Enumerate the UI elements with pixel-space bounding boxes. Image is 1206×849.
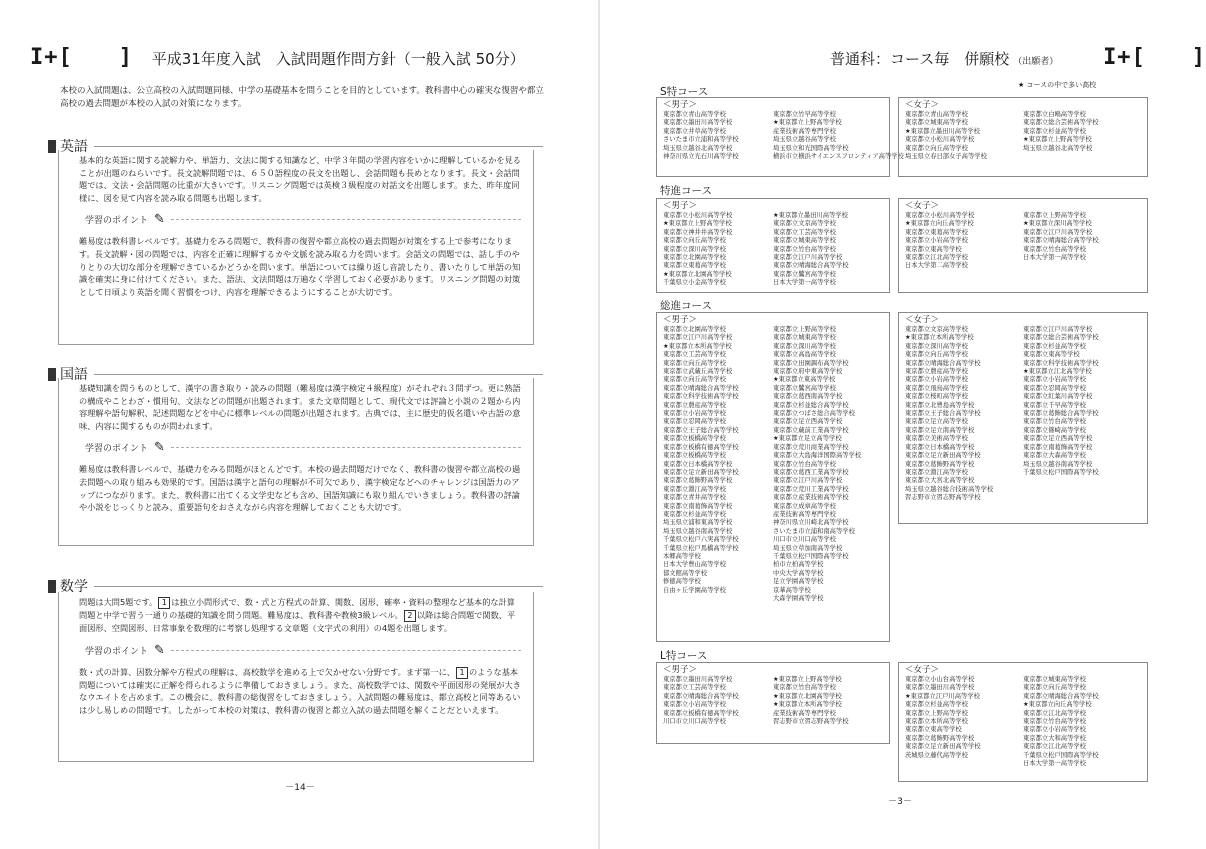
right-page-number: －3－ — [888, 797, 912, 807]
school-item: 東京都立蔵前工業高等学校 — [773, 426, 849, 434]
school-item: 東京都立大森高等学校 — [1023, 452, 1086, 460]
section-japanese-title: 国語 — [60, 367, 88, 383]
school-item: 東京都立南葛飾高等学校 — [663, 502, 733, 510]
school-item: 東京都立竹台高等学校 — [773, 684, 836, 692]
english-body: 基本的な英語に関する読解力や、単語力、文法に関する知識など、中学３年間の学習内容をいかに理解しているかを見ることが出題のねらいです。長文読解問題では、６５０語程度の長文を出題し、会話問題も長めとなります。長文・会話問題では、文法・会話問題の比重が大きいです。リスニング問題では英検３級程度の対話文を出題します。また、昨年度同様に、図を見て内容を読み取る問題も出題します。 — [79, 155, 521, 203]
school-item: ★東京都立北園高等学校 — [663, 270, 732, 278]
school-item: ★東京都立北園高等学校 — [773, 692, 842, 700]
school-item: 千葉県立松戸国際高等学校 — [773, 552, 849, 560]
school-item: 東京都立神井井高等学校 — [663, 228, 733, 236]
pencil-icon: ✎ — [154, 642, 165, 658]
school-item: 東京都立忍岡高等学校 — [1023, 384, 1086, 392]
math-point-heading — [85, 643, 521, 658]
school-item: 東京都立江戸川高等学校 — [663, 334, 733, 342]
school-item: ★東京都立向丘高等学校 — [1023, 701, 1092, 709]
school-item: 東京都立美術高等学校 — [905, 435, 968, 443]
school-item: 日本大学豊山高等学校 — [663, 561, 726, 569]
school-item: 産業技術高等専門学校 — [773, 127, 836, 135]
school-item: 自由ヶ丘学園高等学校 — [663, 586, 726, 594]
school-item: 東京都立杉並高等学校 — [905, 701, 968, 709]
pencil-icon: ✎ — [154, 212, 165, 228]
school-item: 東京都立上野高等学校 — [905, 709, 968, 717]
school-item: 東京都立東高等学校 — [905, 726, 962, 734]
school-item: 神奈川県立川崎北高等学校 — [773, 519, 849, 527]
school-item: ★東京都立本所高等学校 — [905, 334, 974, 342]
school-item: 東京都立葛飾総合高等学校 — [1023, 410, 1099, 418]
school-item: 東京都立足立高等学校 — [905, 418, 968, 426]
english-point: 難易度は教科書レベルです。基礎力をみる問題で、教科書の復習や都立高校の過去問題が対策をする上で参考になります。長文読解・図の問題では、内容を正確に理解するカや文脈を読み取る力を問います。会話文の問題では、話し手のやりとりの大切な部分を理解できているかどうかを問います。単語については繰り返し音読したり、書いたりして単語の知識を確実に身に付けてください。また、語法、文法問題は万遍なく学習しておく必要があります。リスニング問題の対策として日頃より英語を聞く習慣をつけ、内容を理解できるようにすることが大切です。 — [79, 236, 521, 297]
school-item: 東京都立荒川商業高等学校 — [773, 443, 849, 451]
school-item: 東京都立向丘高等学校 — [1023, 684, 1086, 692]
school-item: 日本大学第一高等学校 — [773, 279, 836, 287]
school-item: 東京都立小岩高等学校 — [663, 701, 726, 709]
course-title-soushin: 総進コース — [660, 300, 712, 312]
school-item: 習志野市立習志野高等学校 — [905, 494, 981, 502]
course-l-boys: ＜男子＞ 東京都立墨田川高等学校 東京都立工芸高等学校 東京都立晴海総合高等学校 東京都立小岩高等学校 東京都立板橋有徳高等学校 川口市立川口高等学校 ★東京都立上野高等学校 東京都立竹台高等学校 ★東京都立北園高等学校 ★東京都立本所高等学校 産業技術高等専門学校 習志野市立習志野高等学校 — [656, 662, 890, 744]
english-point-heading — [85, 212, 521, 227]
school-item: ★東京都立上野高等学校 — [1023, 136, 1092, 144]
school-item: ★東京都立本所高等学校 — [663, 342, 732, 350]
course-soushin-boys: ＜男子＞ 東京都立北園高等学校 東京都立江戸川高等学校 ★東京都立本所高等学校 東京都立工芸高等学校 東京都立向丘高等学校 東京都立武蔵丘高等学校 東京都立向丘高等学校 東京都立晴海総合高等学校 東京都立科学技術高等学校 東京都立農産高等学校 東京都立小岩高等学校 東京都立忍岡高等学校 東京都立王子総合高等学校 東京都立板橋高等学校 東京都立板橋有徳高等学校 東京都立板橋高等学校 東京都立日本橋高等学校 東京都立足立新田高等学校 東京都立葛飾野高等学校 東京都立淵江高等学校 東京都立青井高等学校 東京都立南葛飾高等学校 東京都立杉並高等学校 埼玉県立浦和東高等学校 埼玉県立越谷南高等学校 千葉県立松戸六実高等学校 千葉県立松戸馬橋高等学校 本郷高等学校 日本大学豊山高等学校 郁文館高等学校 修徳高等学校 自由ヶ丘学園高等学校 東京都立上野高等学校 東京都立城東高等学校 東京都立深川高等学校 東京都立高島高等学校 東京都立田園調布高等学校 東京都立府中東高等学校 ★東京都立東高等学校 東京都立鷺宮高等学校 東京都立葛西南高等学校 東京都立杉並総合高等学校 東京都立つばさ総合高等学校 東京都立足立西高等学校 東京都立蔵前工業高等学校 ★東京都立足立高等学校 東京都立荒川商業高等学校 東京都立大島海洋国際高等学校 東京都立竹台高等学校 東京都立葛西工業高等学校 東京都立江戸川高等学校 東京都立荒川工業高等学校 東京都立産業技術高等学校 東京都立成章高等学校 産業技術高等専門学校 神奈川県立川崎北高等学校 さいたま市立浦和南高等学校 川口市立川口高等学校 埼玉県立草加南高等学校 千葉県立松戸国際高等学校 柏市立柏高等学校 中央大学高等学校 足立学園高等学校 京華高等学校 大森学園高等学校 — [656, 312, 890, 642]
school-item: 東京都立晴海総合高等学校 — [663, 384, 739, 392]
school-item: 本郷高等学校 — [663, 552, 701, 560]
school-item: 千葉県立小金高等学校 — [663, 279, 726, 287]
section-marker-icon — [48, 368, 56, 381]
school-item: 茨城県立藤代高等学校 — [905, 751, 968, 759]
section-english-title: 英語 — [60, 139, 88, 155]
school-item: 東京都立足立南高等学校 — [905, 426, 975, 434]
school-item: 埼玉県立越谷北高等学校 — [663, 144, 733, 152]
school-item: 東京都立竹台高等学校 — [1023, 718, 1086, 726]
school-item: 東京都立杉並高等学校 — [663, 510, 726, 518]
school-item: 東京都立千早高等学校 — [1023, 401, 1086, 409]
school-item: 東京都立総合芸術高等学校 — [1023, 119, 1099, 127]
brand-logo: I+[ ] — [30, 45, 133, 70]
school-item: ★東京都立向丘高等学校 — [905, 220, 974, 228]
question-1-box: 1 — [158, 597, 170, 609]
school-item: 埼玉県立春日部女子高等学校 — [905, 153, 987, 161]
section-english-box — [58, 150, 534, 345]
school-item: 東京都立板橋高等学校 — [663, 435, 726, 443]
school-item: 東京都立深川高等学校 — [905, 342, 968, 350]
school-item: 東京都立本所高等学校 — [905, 718, 968, 726]
school-item: 東京都立科学技術高等学校 — [663, 393, 739, 401]
school-item: 埼玉県立浦和東高等学校 — [663, 519, 733, 527]
course-tokushin-girls: ＜女子＞ 東京都立小松川高等学校 ★東京都立向丘高等学校 東京都立東葛高等学校 東京都立小岩高等学校 東京都立東高等学校 東京都立江北高等学校 日本大学第二高等学校 東京都立上野高等学校 ★東京都立深川高等学校 東京都立江戸川高等学校 東京都立晴海総合高等学校 東京都立竹台高等学校 日本大学第一高等学校 — [898, 198, 1148, 293]
school-item: 東京都立田園調布高等学校 — [773, 359, 849, 367]
school-item: 東京都立文京高等学校 — [905, 326, 968, 333]
left-page-number: －14－ — [285, 783, 315, 793]
school-item: 埼玉県立越谷北高等学校 — [1023, 144, 1093, 152]
school-item: 東京都立足立新田高等学校 — [905, 743, 981, 751]
school-item: 東京都立深川高等学校 — [663, 245, 726, 253]
school-item: 東京都立墨田川高等学校 — [663, 676, 733, 683]
school-item: 東京都立府中東高等学校 — [773, 368, 843, 376]
school-item: 千葉県立松戸国際高等学校 — [1023, 751, 1099, 759]
school-item: 埼玉県立越谷総合技術高等学校 — [905, 485, 994, 493]
school-item: 東京都立向丘高等学校 — [663, 359, 726, 367]
school-item: 東京都立農産高等学校 — [663, 401, 726, 409]
course-title-s: S特コース — [660, 86, 709, 98]
school-item: 東京都立淵江高等学校 — [905, 468, 968, 476]
school-item: 埼玉県立和光国際高等学校 — [773, 144, 849, 152]
school-item: 東京都立工芸高等学校 — [773, 228, 836, 236]
school-item: 東京都立日本橋高等学校 — [663, 460, 733, 468]
left-page — [0, 0, 600, 849]
math-point: 数・式の計算、因数分解や方程式の理解は、高校数学を進める上で欠かせない分野です。まず第一に、 1 のような基本問題については確実に正解を得られるように準備しておきましょう。また、高校数学では、関数や平面図形の発展が大きなウエイトを占めます。この機会に、教科書の総復習をしておきましょう。入試問題の難易度は、都立高校と同等あるいは少し易しめの問題です。したがって本校の対策は、教科書の復習と都立入試の過去問題を解くことだといえます。 — [79, 666, 521, 715]
school-item: 東京都立竹台高等学校 — [773, 460, 836, 468]
section-math-box — [58, 592, 534, 762]
school-item: 東京都立深川高等学校 — [773, 342, 836, 350]
right-header — [830, 40, 1206, 71]
school-item: ★東京都立足立高等学校 — [773, 435, 842, 443]
school-item: 東京都立鷺宮高等学校 — [773, 270, 836, 278]
school-item: 東京都立城東高等学校 — [905, 119, 968, 127]
school-item: 東京都立足立西高等学校 — [1023, 435, 1093, 443]
school-item: 東京都立青山高等学校 — [663, 111, 726, 118]
school-item: 東京都立武蔵丘高等学校 — [663, 368, 733, 376]
school-item: 京華高等学校 — [773, 586, 811, 594]
school-item: 東京都立淵江高等学校 — [663, 485, 726, 493]
school-item: 東京都立晴海総合高等学校 — [663, 692, 739, 700]
school-item: ★東京都立深川高等学校 — [1023, 220, 1092, 228]
school-item: 産業技術高等専門学校 — [773, 709, 836, 717]
school-item: 東京都立杉並総合高等学校 — [773, 401, 849, 409]
school-item: 大森学園高等学校 — [773, 595, 824, 602]
school-item: 千葉県立松戸馬橋高等学校 — [663, 544, 739, 552]
intro-text: 本校の入試問題は、公立高校の入試問題同様、中学の基礎基本を問うことを目的としています。教科書中心の確実な復習や都立高校の過去問題が本校の入試の対策になります。 — [60, 86, 544, 109]
school-item: 埼玉県立越谷南高等学校 — [1023, 460, 1093, 468]
school-item: 東京都立鷺宮高等学校 — [773, 384, 836, 392]
school-item: 埼玉県立越谷高等学校 — [773, 136, 836, 144]
course-s-boys: ＜男子＞ 東京都立青山高等学校 東京都立墨田川高等学校 東京都立井草高等学校 さいたま市立浦和高等学校 埼玉県立越谷北高等学校 神奈川県立光石川高等学校 東京都立竹早高等学校 ★東京都立上野高等学校 産業技術高等専門学校 埼玉県立越谷高等学校 埼玉県立和光国際高等学校 横浜市立横浜サイエンスフロンティア高等学校 — [656, 97, 890, 177]
school-item: 東京都立向丘高等学校 — [663, 237, 726, 245]
section-japanese-box — [58, 378, 534, 546]
school-item: 東京都立飛鳥高等学校 — [905, 384, 968, 392]
japanese-body: 基礎知識を問うものとして、漢字の書き取り・読みの問題（難易度は漢字検定４級程度）がそれぞれ３問ずつ。更に熟語の構成やことわざ・慣用句、文法などの問題が出題されます。また文章問題として、現代文では評論と小説の２題から内容理解や語句解釈、記述問題などを中心に標準レベルの問題が出題されます。古典では、主に歴史的仮名遣いや古語の意味、内容に関するものが問われます。 — [79, 383, 521, 431]
school-item: 東京都立大和高等学校 — [1023, 734, 1086, 742]
school-item: 東京都立小松川高等学校 — [663, 212, 733, 219]
school-item: 東京都立竹台高等学校 — [773, 245, 836, 253]
school-item: 東京都立北園高等学校 — [663, 326, 726, 333]
section-marker-icon — [48, 580, 56, 593]
school-item: 東京都立晴海総合高等学校 — [773, 262, 849, 270]
school-item: 足立学園高等学校 — [773, 578, 824, 586]
school-item: 東京都立晴海総合高等学校 — [1023, 237, 1099, 245]
school-item: 東京都立小山台高等学校 — [905, 676, 975, 683]
school-item: 東京都立荒川工業高等学校 — [773, 485, 849, 493]
school-item: ★東京都立墨田川高等学校 — [905, 127, 980, 135]
point-label: 学習のポイント — [85, 646, 149, 657]
school-item: 東京都立竹台高等学校 — [1023, 245, 1086, 253]
school-item: 東京都立晴海総合高等学校 — [905, 359, 981, 367]
school-item: 東京都立向丘高等学校 — [663, 376, 726, 384]
school-item: 東京都立小松川高等学校 — [905, 212, 975, 219]
school-item: 東京都立江北高等学校 — [905, 254, 968, 262]
school-item: 東京都立小岩高等学校 — [1023, 376, 1086, 384]
school-item: 東京都立江北高等学校 — [1023, 709, 1086, 717]
school-item: 郁文館高等学校 — [663, 569, 708, 577]
school-item: 東京都立城東高等学校 — [773, 237, 836, 245]
school-item: ★東京都立江北高等学校 — [1023, 368, 1092, 376]
point-label: 学習のポイント — [85, 216, 149, 227]
school-item: 東京都立南葛飾高等学校 — [1023, 443, 1093, 451]
school-item: 埼玉県立越谷南高等学校 — [663, 527, 733, 535]
school-item: 東京都立工芸高等学校 — [663, 351, 726, 359]
school-item: 中央大学高等学校 — [773, 569, 824, 577]
school-item: 東京都立墨田川高等学校 — [663, 119, 733, 127]
course-title-l: L特コース — [660, 650, 708, 662]
school-item: 東京都立江北高等学校 — [1023, 743, 1086, 751]
school-item: 東京都立王子総合高等学校 — [905, 410, 981, 418]
school-item: 東京都立墨田川高等学校 — [905, 684, 975, 692]
school-item: 日本大学第一高等学校 — [1023, 760, 1086, 768]
left-page-title: 平成31年度入試 入試問題作問方針（一般入試 50分） — [151, 50, 525, 68]
school-item: 埼玉県立草加南高等学校 — [773, 544, 843, 552]
school-item: 東京都立竹早高等学校 — [773, 111, 836, 118]
school-item: 東京都立東高等学校 — [1023, 351, 1080, 359]
point-label: 学習のポイント — [85, 444, 149, 455]
school-item: 東京都立大宮北高等学校 — [905, 477, 975, 485]
school-item: 川口市立川口高等学校 — [663, 718, 726, 726]
course-title-tokushin: 特進コース — [660, 185, 712, 197]
right-page-subtitle: （出願者） — [1013, 57, 1059, 67]
pencil-icon: ✎ — [154, 440, 165, 456]
school-item: ★東京都立上野高等学校 — [663, 220, 732, 228]
school-item: 千葉県立松戸国際高等学校 — [1023, 468, 1099, 476]
course-s-girls: ＜女子＞ 東京都立青山高等学校 東京都立城東高等学校 ★東京都立墨田川高等学校 東京都立小松川高等学校 東京都立向丘高等学校 埼玉県立春日部女子高等学校 東京都立白鴎高等学校 東京都立総合芸術高等学校 東京都立杉並高等学校 ★東京都立上野高等学校 埼玉県立越谷北高等学校 — [898, 97, 1148, 177]
school-item: 東京都立小松川高等学校 — [905, 136, 975, 144]
school-item: 習志野市立習志野高等学校 — [773, 718, 849, 726]
school-item: 東京都立青井高等学校 — [663, 494, 726, 502]
course-tokushin-boys: ＜男子＞ 東京都立小松川高等学校 ★東京都立上野高等学校 東京都立神井井高等学校 東京都立向丘高等学校 東京都立深川高等学校 東京都立北園高等学校 東京都立東葛高等学校 ★東京都立北園高等学校 千葉県立小金高等学校 ★東京都立墨田川高等学校 東京都立文京高等学校 東京都立工芸高等学校 東京都立城東高等学校 東京都立竹台高等学校 東京都立江戸川高等学校 東京都立晴海総合高等学校 東京都立鷺宮高等学校 日本大学第一高等学校 — [656, 198, 890, 293]
school-item: 東京都立総合芸術高等学校 — [1023, 334, 1099, 342]
school-item: 東京都立成章高等学校 — [773, 502, 836, 510]
school-item: 東京都立工芸高等学校 — [663, 684, 726, 692]
school-item: 東京都立科学技術高等学校 — [1023, 359, 1099, 367]
school-item: 東京都立葛飾野高等学校 — [663, 477, 733, 485]
school-item: 東京都立小岩高等学校 — [905, 237, 968, 245]
school-item: 東京都立板橋有徳高等学校 — [663, 709, 739, 717]
school-item: 東京都立板橋有徳高等学校 — [663, 443, 739, 451]
school-item: 東京都立葛飾野高等学校 — [905, 460, 975, 468]
school-item: 東京都立足立新田高等学校 — [663, 468, 739, 476]
school-item: ★東京都立東高等学校 — [773, 376, 836, 384]
school-item: ★東京都立江戸川高等学校 — [905, 692, 980, 700]
school-item: 東京都立葛西南高等学校 — [773, 393, 843, 401]
school-item: さいたま市立浦和高等学校 — [663, 136, 739, 144]
school-item: 修徳高等学校 — [663, 578, 701, 586]
school-item: 産業技術高等専門学校 — [773, 510, 836, 518]
school-item: 千葉県立松戸六実高等学校 — [663, 536, 739, 544]
school-item: 東京都立北豊島高等学校 — [905, 401, 975, 409]
school-item: 東京都立大島海洋国際高等学校 — [773, 452, 862, 460]
question-1-box: 1 — [456, 667, 468, 679]
school-item: 東京都立江戸川高等学校 — [1023, 228, 1093, 236]
school-item: 東京都立篠崎高等学校 — [1023, 426, 1086, 434]
school-item: 東京都立高島高等学校 — [773, 351, 836, 359]
school-item: 東京都立井草高等学校 — [663, 127, 726, 135]
course-soushin-girls: ＜女子＞ 東京都立文京高等学校 ★東京都立本所高等学校 東京都立深川高等学校 東京都立向丘高等学校 東京都立晴海総合高等学校 東京都立農産高等学校 東京都立小岩高等学校 東京都立飛鳥高等学校 東京都立桜町高等学校 東京都立北豊島高等学校 東京都立王子総合高等学校 東京都立足立高等学校 東京都立足立南高等学校 東京都立美術高等学校 東京都立日本橋高等学校 東京都立足立新田高等学校 東京都立葛飾野高等学校 東京都立淵江高等学校 東京都立大宮北高等学校 埼玉県立越谷総合技術高等学校 習志野市立習志野高等学校 東京都立江戸川高等学校 東京都立総合芸術高等学校 東京都立杉並高等学校 東京都立東高等学校 東京都立科学技術高等学校 ★東京都立江北高等学校 東京都立小岩高等学校 東京都立忍岡高等学校 東京都立紅葉川高等学校 東京都立千早高等学校 東京都立葛飾総合高等学校 東京都立竹台高等学校 東京都立篠崎高等学校 東京都立足立西高等学校 東京都立南葛飾高等学校 東京都立大森高等学校 埼玉県立越谷南高等学校 千葉県立松戸国際高等学校 — [898, 312, 1148, 524]
school-item: 東京都立江戸川高等学校 — [773, 477, 843, 485]
section-marker-icon — [48, 140, 56, 153]
school-item: 東京都立東葛高等学校 — [663, 262, 726, 270]
school-item: 柏市立柏高等学校 — [773, 561, 824, 569]
school-item: 東京都立日本橋高等学校 — [905, 443, 975, 451]
school-item: 東京都立向丘高等学校 — [905, 351, 968, 359]
question-2-box: 2 — [404, 610, 416, 622]
school-item: 東京都立足立西高等学校 — [773, 418, 843, 426]
school-item: 日本大学第二高等学校 — [905, 262, 968, 270]
school-item: ★東京都立上野高等学校 — [773, 676, 842, 683]
school-item: 東京都立杉並高等学校 — [1023, 342, 1086, 350]
school-item: 東京都立農産高等学校 — [905, 368, 968, 376]
school-item: 東京都立城東高等学校 — [1023, 676, 1086, 683]
school-item: 東京都立つばさ総合高等学校 — [773, 410, 855, 418]
school-item: 東京都立上野高等学校 — [1023, 212, 1086, 219]
school-item: 川口市立川口高等学校 — [773, 536, 836, 544]
school-item: さいたま市立浦和南高等学校 — [773, 527, 855, 535]
school-item: 神奈川県立光石川高等学校 — [663, 153, 739, 161]
school-item: 東京都立杉並高等学校 — [1023, 127, 1086, 135]
school-item: 東京都立産業技術高等学校 — [773, 494, 849, 502]
school-item: 東京都立王子総合高等学校 — [663, 426, 739, 434]
school-item: 日本大学第一高等学校 — [1023, 254, 1086, 262]
course-l-girls: ＜女子＞ 東京都立小山台高等学校 東京都立墨田川高等学校 ★東京都立江戸川高等学校 東京都立杉並高等学校 東京都立上野高等学校 東京都立本所高等学校 東京都立東高等学校 東京都立葛飾野高等学校 東京都立足立新田高等学校 茨城県立藤代高等学校 東京都立城東高等学校 東京都立向丘高等学校 東京都立晴海総合高等学校 ★東京都立向丘高等学校 東京都立江北高等学校 東京都立竹台高等学校 東京都立小岩高等学校 東京都立大和高等学校 東京都立江北高等学校 千葉県立松戸国際高等学校 日本大学第一高等学校 — [898, 662, 1148, 782]
school-item: ★東京都立上野高等学校 — [773, 119, 842, 127]
school-item: 東京都立晴海総合高等学校 — [1023, 692, 1099, 700]
school-item: 東京都立江戸川高等学校 — [773, 254, 843, 262]
school-item: 東京都立葛西工業高等学校 — [773, 468, 849, 476]
school-item: 東京都立小岩高等学校 — [1023, 726, 1086, 734]
school-item: 東京都立北園高等学校 — [663, 254, 726, 262]
school-item: 東京都立桜町高等学校 — [905, 393, 968, 401]
school-item: ★東京都立墨田川高等学校 — [773, 212, 848, 219]
school-item: 東京都立忍岡高等学校 — [663, 418, 726, 426]
japanese-point: 難易度は教科書レベルで、基礎力をみる問題がほとんどです。本校の過去問題だけでなく、教科書の復習や都立高校の過去問題への取り組みも効果的です。国語は漢字と語句の理解が不可欠であり、漢字検定などへのチャレンジは国語力のアップにつながります。また、教科書に出てくる文学史なども含め、国語知識にも取り組んでいきましょう。教科書の評論や小説をじっくりと読み、重要語句をおさえながら内容を理解しておくことも大切です。 — [79, 464, 521, 513]
brand-logo: I+[ ] — [1103, 45, 1206, 70]
school-item: 東京都立白鴎高等学校 — [1023, 111, 1086, 118]
school-item: 東京都立足立新田高等学校 — [905, 452, 981, 460]
school-item: 東京都立板橋高等学校 — [663, 452, 726, 460]
right-page-title: 普通科：コース毎 併願校 — [830, 50, 1010, 68]
school-item: 東京都立小岩高等学校 — [905, 376, 968, 384]
school-item: 東京都立上野高等学校 — [773, 326, 836, 333]
school-item: 東京都立東葛高等学校 — [905, 228, 968, 236]
legend-note: ★ コースの中で多い高校 — [1018, 81, 1097, 89]
school-item: 東京都立向丘高等学校 — [905, 144, 968, 152]
school-item: 東京都立葛飾野高等学校 — [905, 734, 975, 742]
school-item: 東京都立紅葉川高等学校 — [1023, 393, 1093, 401]
school-item: 横浜市立横浜サイエンスフロンティア高等学校 — [773, 153, 904, 161]
left-header — [30, 40, 525, 71]
school-item: 東京都立竹台高等学校 — [1023, 418, 1086, 426]
school-item: 東京都立城東高等学校 — [773, 334, 836, 342]
math-body: 問題は大問5題です。 1 は独立小問形式で、数・式と方程式の計算、関数、図形、確率・資料の整理など基本的な計算問題と中学で習う一通りの基礎的知識を問う問題。難易度は、教科書や教検3級レベル。 2 以降は総合問題で関数、平面図形、空間図形、日常事象を数理的に考察し処理する文章題（文字式の利用）の4題を出題します。 — [79, 597, 516, 633]
school-item: 東京都立文京高等学校 — [773, 220, 836, 228]
school-item: 東京都立青山高等学校 — [905, 111, 968, 118]
school-item: ★東京都立本所高等学校 — [773, 701, 842, 709]
school-item: 東京都立東高等学校 — [905, 245, 962, 253]
section-math-title: 数学 — [60, 579, 88, 595]
japanese-point-heading — [85, 440, 521, 455]
school-item: 東京都立小岩高等学校 — [663, 410, 726, 418]
school-item: 東京都立江戸川高等学校 — [1023, 326, 1093, 333]
